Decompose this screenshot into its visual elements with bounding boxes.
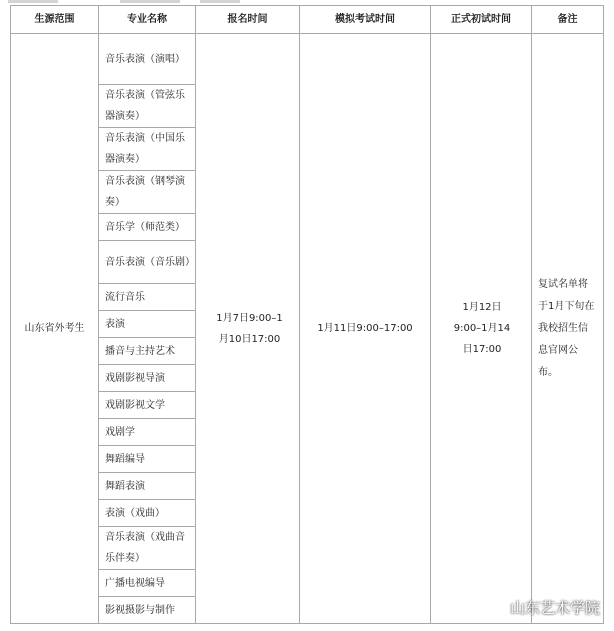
header-note: 备注 — [532, 6, 604, 34]
major-cell: 音乐学（师范类） — [99, 214, 196, 241]
table-row — [11, 34, 604, 85]
major-cell: 戏剧影视文学 — [99, 392, 196, 419]
table-header-row — [11, 6, 604, 34]
major-cell: 流行音乐 — [99, 284, 196, 311]
registration-time-cell: 1月7日9:00–1月10日17:00 — [196, 34, 300, 624]
top-strip-segment — [120, 0, 180, 3]
watermark-text: 山东艺术学院 — [509, 599, 600, 617]
header-region: 生源范围 — [11, 6, 99, 34]
major-cell: 音乐表演（戏曲音乐伴奏） — [99, 527, 196, 570]
major-cell: 表演（戏曲） — [99, 500, 196, 527]
major-cell: 舞蹈编导 — [99, 446, 196, 473]
major-cell: 音乐表演（演唱） — [99, 34, 196, 85]
header-registration-time: 报名时间 — [196, 6, 300, 34]
region-cell: 山东省外考生 — [11, 34, 99, 624]
header-mock-exam-time: 模拟考试时间 — [300, 6, 431, 34]
top-strip-segment — [8, 0, 58, 3]
header-formal-exam-time: 正式初试时间 — [431, 6, 532, 34]
major-cell: 音乐表演（钢琴演奏） — [99, 171, 196, 214]
major-cell: 音乐表演（管弦乐器演奏） — [99, 85, 196, 128]
note-cell: 复试名单将于1月下旬在我校招生信息官网公布。 — [532, 34, 604, 624]
major-cell: 播音与主持艺术 — [99, 338, 196, 365]
major-cell: 戏剧影视导演 — [99, 365, 196, 392]
header-major: 专业名称 — [99, 6, 196, 34]
major-cell: 影视摄影与制作 — [99, 597, 196, 624]
major-cell: 音乐表演（中国乐器演奏） — [99, 128, 196, 171]
exam-schedule-table — [10, 5, 604, 624]
major-cell: 戏剧学 — [99, 419, 196, 446]
top-border-strip — [0, 0, 614, 4]
wechat-logo-icon — [482, 600, 504, 616]
watermark — [482, 597, 600, 618]
mock-exam-time-cell: 1月11日9:00–17:00 — [300, 34, 431, 624]
formal-exam-time-cell: 1月12日9:00–1月14日17:00 — [431, 34, 532, 624]
major-cell: 音乐表演（音乐剧） — [99, 241, 196, 284]
major-cell: 舞蹈表演 — [99, 473, 196, 500]
top-strip-segment — [200, 0, 240, 3]
major-cell: 表演 — [99, 311, 196, 338]
major-cell: 广播电视编导 — [99, 570, 196, 597]
